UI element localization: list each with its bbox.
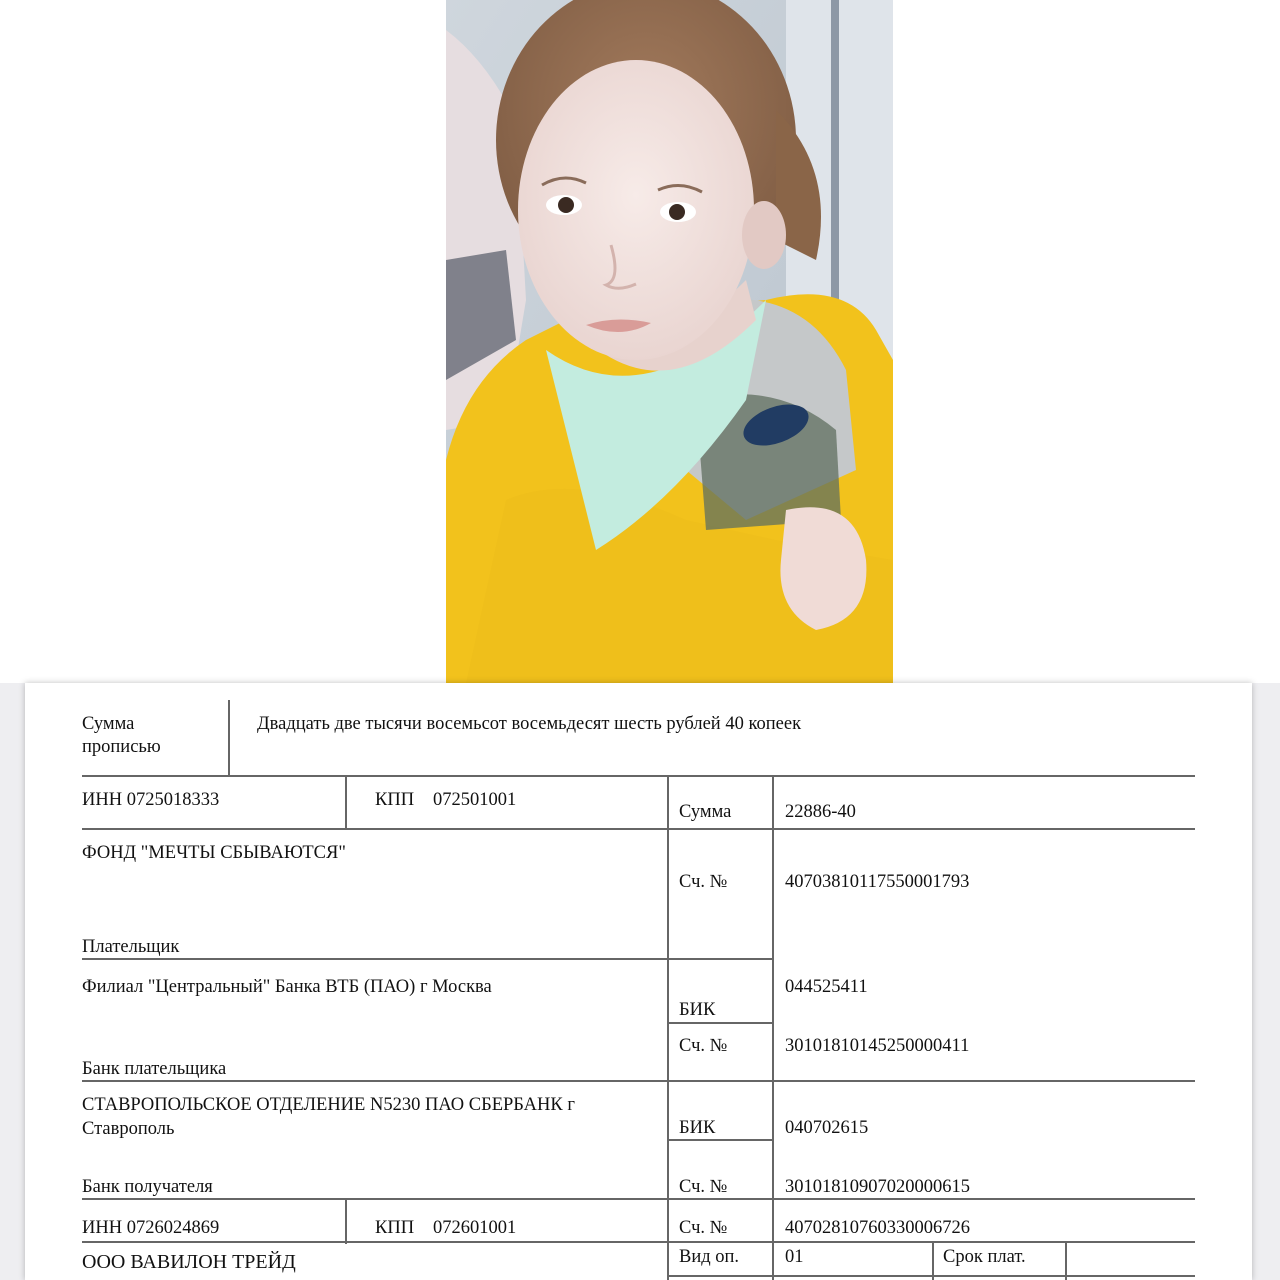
side-strip-right <box>1252 683 1280 1280</box>
payer-bik-value: 044525411 <box>785 977 868 997</box>
divider-inn-kpp-payer <box>345 776 347 829</box>
payer-bank: Филиал "Центральный" Банка ВТБ (ПАО) г Москва <box>82 977 492 997</box>
payer-kpp-value: 072501001 <box>433 790 517 810</box>
recipient-corr-label: Сч. № <box>679 1177 728 1197</box>
recipient-bank-line2: Ставрополь <box>82 1119 175 1139</box>
payer-bank-caption: Банк плательщика <box>82 1059 227 1079</box>
sum-value: 22886-40 <box>785 802 856 822</box>
payer-kpp-label: КПП <box>375 790 415 810</box>
rule-4 <box>82 1080 1195 1082</box>
payer-name: ФОНД "МЕЧТЫ СБЫВАЮТСЯ" <box>82 843 346 863</box>
recipient-corr-value: 30101810907020000615 <box>785 1177 970 1197</box>
recipient-kpp-value: 072601001 <box>433 1218 517 1238</box>
payer-corr-value: 30101810145250000411 <box>785 1036 970 1056</box>
payer-account-value: 40703810117550001793 <box>785 872 970 892</box>
divider-col-labels <box>667 776 669 1280</box>
recipient-name: ООО ВАВИЛОН ТРЕЙД <box>82 1251 296 1273</box>
rule-3 <box>82 958 773 960</box>
side-strip-left <box>0 683 25 1280</box>
recipient-bank-line1: СТАВРОПОЛЬСКОЕ ОТДЕЛЕНИЕ N5230 ПАО СБЕРБАНК г <box>82 1095 575 1115</box>
rule-bik-payer <box>667 1022 773 1024</box>
recipient-inn: ИНН 0726024869 <box>82 1218 220 1238</box>
recipient-account-label: Сч. № <box>679 1218 728 1238</box>
rule-2 <box>82 828 1195 830</box>
rule-1 <box>82 775 1195 777</box>
payer-caption: Плательщик <box>82 937 180 957</box>
payer-inn: ИНН 0725018333 <box>82 790 220 810</box>
amount-words-label: Сумма прописью <box>82 714 161 757</box>
divider-amount-words <box>228 700 230 776</box>
payment-order-document <box>25 683 1252 1280</box>
recipient-bik-value: 040702615 <box>785 1118 869 1138</box>
payer-account-label: Сч. № <box>679 872 728 892</box>
op-type-label: Вид оп. <box>679 1247 740 1267</box>
divider-inn-kpp-recipient <box>345 1199 347 1244</box>
divider-col-values <box>772 776 774 1280</box>
child-photo <box>446 0 893 683</box>
recipient-kpp-label: КПП <box>375 1218 415 1238</box>
sum-label: Сумма <box>679 802 732 822</box>
amount-words-value: Двадцать две тысячи восемьсот восемьдесят шесть рублей 40 копеек <box>257 714 802 734</box>
recipient-bik-label: БИК <box>679 1118 716 1138</box>
payer-bik-label: БИК <box>679 1000 716 1020</box>
rule-5 <box>82 1198 1195 1200</box>
recipient-bank-caption: Банк получателя <box>82 1177 213 1197</box>
recipient-account-value: 40702810760330006726 <box>785 1218 970 1238</box>
rule-6 <box>82 1241 1195 1243</box>
rule-7 <box>667 1275 1195 1277</box>
op-type-value: 01 <box>785 1247 804 1267</box>
due-label: Срок плат. <box>943 1247 1026 1267</box>
rule-bik-recipient <box>667 1139 773 1141</box>
payer-corr-label: Сч. № <box>679 1036 728 1056</box>
